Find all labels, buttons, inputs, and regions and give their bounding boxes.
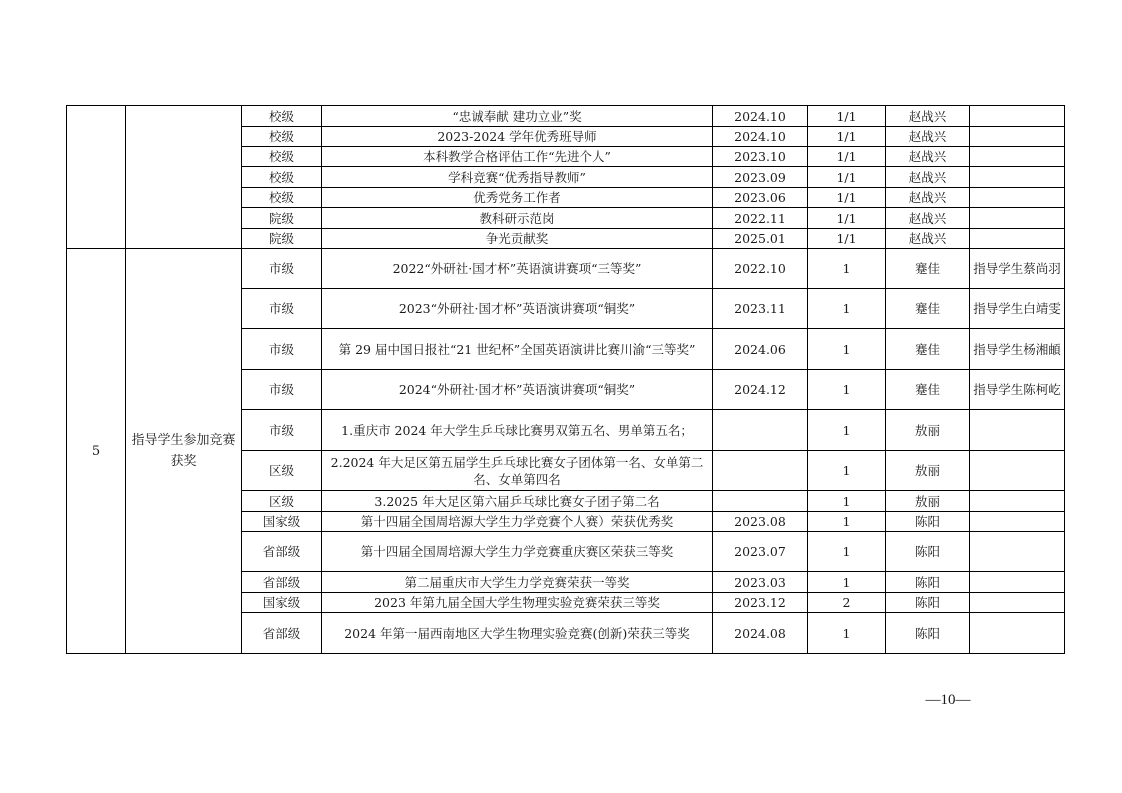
level-cell: 市级 — [242, 370, 322, 410]
note-cell — [970, 208, 1065, 229]
rank-cell: 1 — [808, 572, 886, 593]
table-row — [67, 106, 1065, 127]
person-cell: 赵战兴 — [886, 229, 970, 249]
rank-cell: 1 — [808, 613, 886, 654]
award-name-cell: 2023-2024 学年优秀班导师 — [322, 127, 713, 147]
note-cell — [970, 593, 1065, 613]
date-cell: 2023.09 — [713, 167, 808, 188]
person-cell: 蹇佳 — [886, 329, 970, 370]
level-cell: 市级 — [242, 289, 322, 329]
date-cell: 2024.06 — [713, 329, 808, 370]
date-cell: 2024.08 — [713, 613, 808, 654]
person-cell: 敖丽 — [886, 451, 970, 491]
level-cell: 校级 — [242, 127, 322, 147]
level-cell: 院级 — [242, 229, 322, 249]
award-name-cell: 教科研示范岗 — [322, 208, 713, 229]
award-name-cell: “忠诚奉献 建功立业”奖 — [322, 106, 713, 127]
rank-cell: 1/1 — [808, 127, 886, 147]
award-name-cell: 本科教学合格评估工作“先进个人” — [322, 147, 713, 167]
date-cell: 2023.06 — [713, 188, 808, 208]
award-name-cell: 2024“外研社·国才杯”英语演讲赛项“铜奖” — [322, 370, 713, 410]
date-cell: 2023.10 — [713, 147, 808, 167]
person-cell: 陈阳 — [886, 532, 970, 572]
rank-cell: 1 — [808, 532, 886, 572]
note-cell — [970, 572, 1065, 593]
level-cell: 省部级 — [242, 572, 322, 593]
note-cell — [970, 613, 1065, 654]
rank-cell: 1 — [808, 329, 886, 370]
note-cell — [970, 229, 1065, 249]
award-name-cell: 优秀党务工作者 — [322, 188, 713, 208]
award-name-cell: 1.重庆市 2024 年大学生乒乓球比赛男双第五名、男单第五名； — [322, 410, 713, 451]
note-cell — [970, 127, 1065, 147]
note-cell: 指导学生陈柯屹 — [970, 370, 1065, 410]
level-cell: 校级 — [242, 167, 322, 188]
rank-cell: 1/1 — [808, 167, 886, 188]
award-name-cell: 第 29 届中国日报社“21 世纪杯”全国英语演讲比赛川渝“三等奖” — [322, 329, 713, 370]
person-cell: 赵战兴 — [886, 208, 970, 229]
date-cell: 2025.01 — [713, 229, 808, 249]
category-label: 指导学生参加竞赛获奖 — [126, 249, 242, 654]
person-cell: 敖丽 — [886, 410, 970, 451]
person-cell: 赵战兴 — [886, 147, 970, 167]
date-cell: 2022.10 — [713, 249, 808, 289]
note-cell — [970, 188, 1065, 208]
rank-cell: 1 — [808, 491, 886, 512]
note-cell — [970, 106, 1065, 127]
person-cell: 赵战兴 — [886, 167, 970, 188]
rank-cell: 1 — [808, 370, 886, 410]
date-cell: 2023.03 — [713, 572, 808, 593]
date-cell: 2024.10 — [713, 106, 808, 127]
note-cell: 指导学生杨湘頔 — [970, 329, 1065, 370]
person-cell: 陈阳 — [886, 613, 970, 654]
note-cell: 指导学生蔡尚羽 — [970, 249, 1065, 289]
award-name-cell: 争光贡献奖 — [322, 229, 713, 249]
person-cell: 敖丽 — [886, 491, 970, 512]
note-cell — [970, 410, 1065, 451]
level-cell: 市级 — [242, 410, 322, 451]
date-cell: 2024.10 — [713, 127, 808, 147]
rank-cell: 1/1 — [808, 208, 886, 229]
rank-cell: 1 — [808, 410, 886, 451]
date-cell — [713, 491, 808, 512]
level-cell: 校级 — [242, 106, 322, 127]
rank-cell: 1 — [808, 249, 886, 289]
rank-cell: 1/1 — [808, 147, 886, 167]
award-name-cell: 第十四届全国周培源大学生力学竞赛个人赛）荣获优秀奖 — [322, 512, 713, 532]
note-cell — [970, 491, 1065, 512]
award-name-cell: 2022“外研社·国才杯”英语演讲赛项“三等奖” — [322, 249, 713, 289]
number-cell-empty — [67, 106, 126, 249]
rank-cell: 1/1 — [808, 188, 886, 208]
rank-cell: 1/1 — [808, 106, 886, 127]
date-cell — [713, 451, 808, 491]
person-cell: 陈阳 — [886, 572, 970, 593]
rank-cell: 1 — [808, 451, 886, 491]
table-row — [67, 249, 1065, 289]
page-number: —10— — [925, 692, 971, 708]
person-cell: 赵战兴 — [886, 188, 970, 208]
level-cell: 校级 — [242, 188, 322, 208]
person-cell: 陈阳 — [886, 593, 970, 613]
person-cell: 赵战兴 — [886, 106, 970, 127]
date-cell: 2024.12 — [713, 370, 808, 410]
category-cell-empty — [126, 106, 242, 249]
note-cell — [970, 147, 1065, 167]
award-name-cell: 第十四届全国周培源大学生力学竞赛重庆赛区荣获三等奖 — [322, 532, 713, 572]
level-cell: 院级 — [242, 208, 322, 229]
level-cell: 省部级 — [242, 532, 322, 572]
award-name-cell: 第二届重庆市大学生力学竞赛荣获一等奖 — [322, 572, 713, 593]
level-cell: 市级 — [242, 329, 322, 370]
note-cell — [970, 512, 1065, 532]
award-name-cell: 2.2024 年大足区第五届学生乒乓球比赛女子团体第一名、女单第二名、女单第四名 — [322, 451, 713, 491]
person-cell: 赵战兴 — [886, 127, 970, 147]
person-cell: 陈阳 — [886, 512, 970, 532]
note-cell: 指导学生白靖雯 — [970, 289, 1065, 329]
rank-cell: 1 — [808, 512, 886, 532]
award-name-cell: 学科竞赛“优秀指导教师” — [322, 167, 713, 188]
date-cell: 2023.08 — [713, 512, 808, 532]
date-cell: 2023.12 — [713, 593, 808, 613]
person-cell: 蹇佳 — [886, 249, 970, 289]
award-name-cell: 2023“外研社·国才杯”英语演讲赛项“铜奖” — [322, 289, 713, 329]
note-cell — [970, 532, 1065, 572]
level-cell: 校级 — [242, 147, 322, 167]
person-cell: 蹇佳 — [886, 289, 970, 329]
rank-cell: 1 — [808, 289, 886, 329]
item-number: 5 — [67, 249, 126, 654]
rank-cell: 2 — [808, 593, 886, 613]
date-cell: 2023.07 — [713, 532, 808, 572]
awards-table — [66, 105, 1065, 654]
note-cell — [970, 451, 1065, 491]
award-name-cell: 2023 年第九届全国大学生物理实验竞赛荣获三等奖 — [322, 593, 713, 613]
level-cell: 市级 — [242, 249, 322, 289]
level-cell: 国家级 — [242, 593, 322, 613]
level-cell: 省部级 — [242, 613, 322, 654]
rank-cell: 1/1 — [808, 229, 886, 249]
person-cell: 蹇佳 — [886, 370, 970, 410]
level-cell: 区级 — [242, 451, 322, 491]
level-cell: 国家级 — [242, 512, 322, 532]
note-cell — [970, 167, 1065, 188]
date-cell: 2023.11 — [713, 289, 808, 329]
award-name-cell: 2024 年第一届西南地区大学生物理实验竞赛(创新)荣获三等奖 — [322, 613, 713, 654]
date-cell — [713, 410, 808, 451]
level-cell: 区级 — [242, 491, 322, 512]
date-cell: 2022.11 — [713, 208, 808, 229]
award-name-cell: 3.2025 年大足区第六届乒乓球比赛女子团子第二名 — [322, 491, 713, 512]
